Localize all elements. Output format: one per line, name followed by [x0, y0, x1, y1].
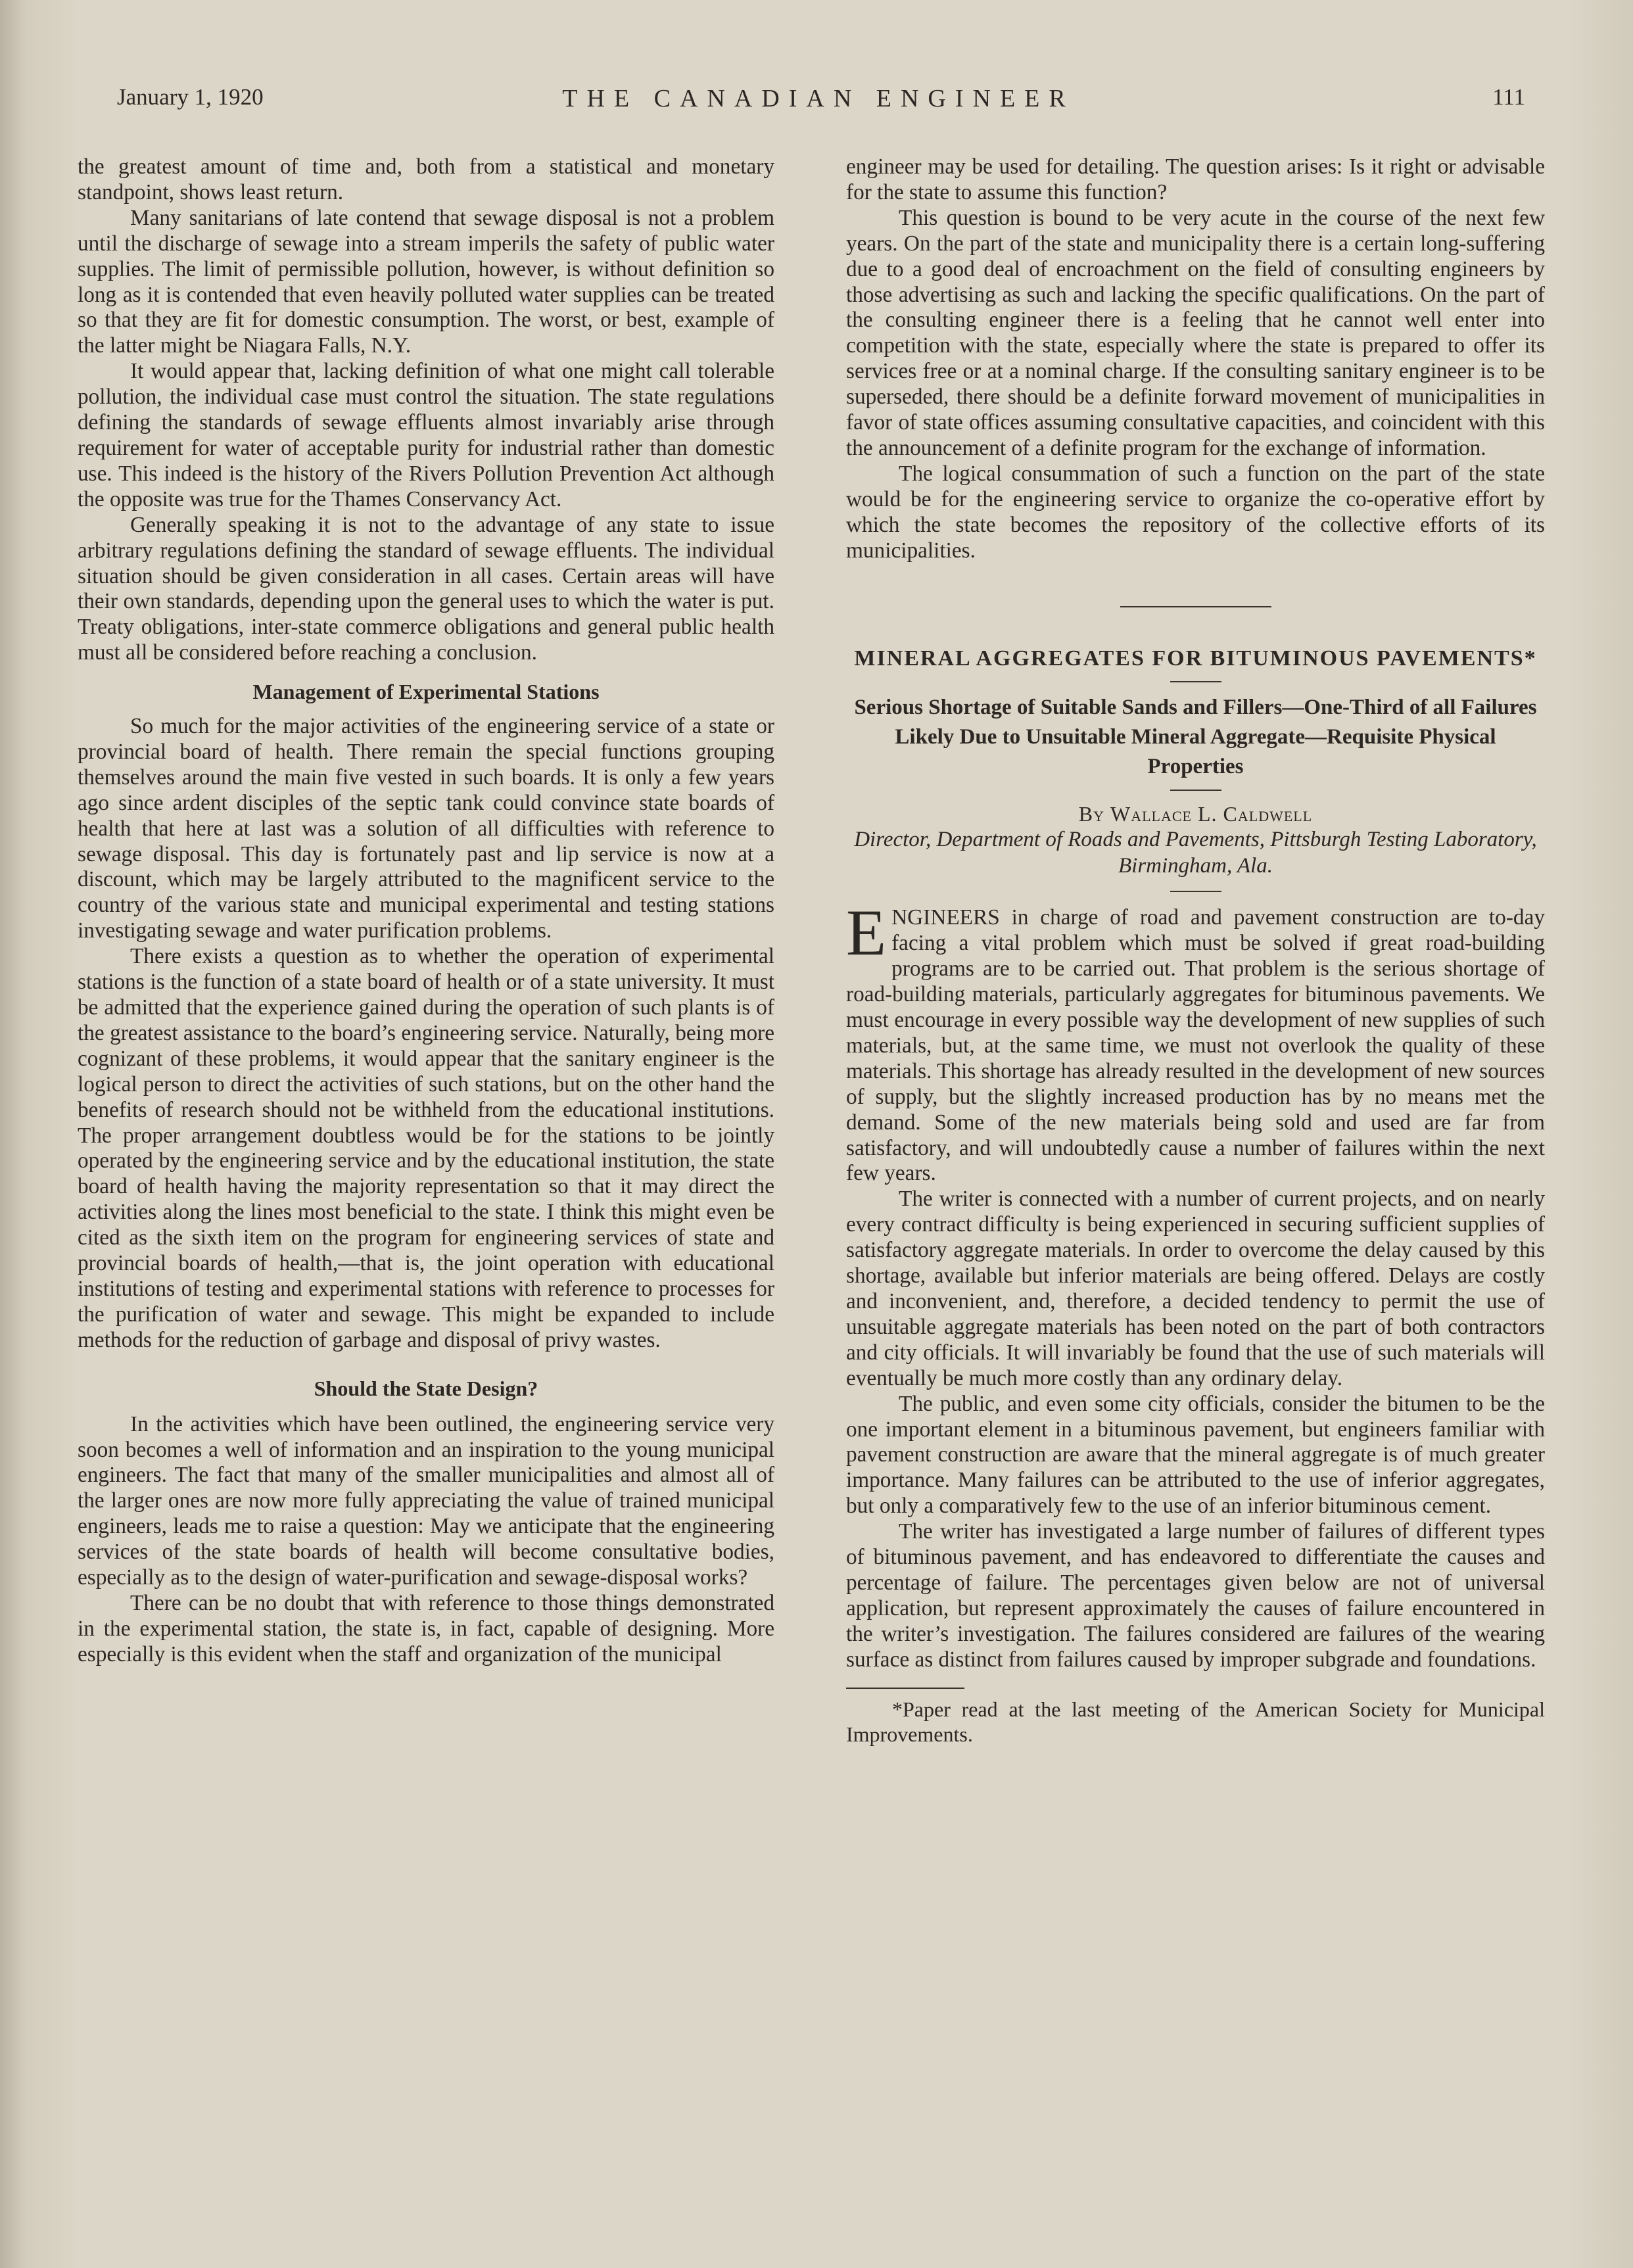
paragraph: This question is bound to be very acute in the course of the next few years. On the part of the state and municipality there is a certain long-suffering due to a good deal of encroachment on the field of consulting engineers by those advertising as such and lacking the specific qualifications. On the part of the consulting engineer there is a feeling that he cannot well enter into competition with the state, especially where the state is prepared to offer its services free or at a nominal charge. If the consulting sanitary engineer is to be superseded, there should be a definite forward movement of municipalities in favor of state offices assuming consultative capacities, and coincident with this the announcement of a definite program for the exchange of information.	[846, 205, 1545, 460]
paragraph: The writer is connected with a number of current projects, and on nearly every contract difficulty is being experienced in securing sufficient supplies of satisfactory aggregate materials. In order to overcome the delay caused by this shortage, available but inferior materials are being offered. Delays are costly and inconvenient, and, therefore, a decided tendency to permit the use of unsuitable aggregate materials has been noted on the part of both contractors and city officials. It will invariably be found that the use of such materials will eventually be much more costly than any ordinary delay.	[846, 1187, 1545, 1390]
paragraph: The logical consummation of such a function on the part of the state would be for the engineering service to organize the co-operative effort by which the state becomes the repository of the collective efforts of its municipalities.	[846, 461, 1545, 563]
left-column	[78, 154, 774, 1668]
author-name: Wallace L. Caldwell	[1110, 801, 1313, 826]
paragraph: Many sanitarians of late contend that sewage disposal is not a problem until the discharge of sewage into a stream imperils the safety of public water supplies. The limit of permissible pollution, however, is without definition so long as it is contended that even heavily polluted water supplies can be treated so that they are fit for domestic consumption. The worst, or best, example of the latter might be Niagara Falls, N.Y.	[78, 205, 774, 358]
article-subtitle: Serious Shortage of Suitable Sands and Fillers—One-Third of all Failures Likely Due to Unsuitable Mineral Aggregate—Requisite Physical Properties	[854, 695, 1537, 778]
lead-word: NGINEERS	[891, 905, 1000, 930]
right-column	[846, 154, 1545, 1747]
byline	[846, 801, 1545, 827]
paragraph: Generally speaking it is not to the advantage of any state to issue arbitrary regulations defining the standard of sewage effluents. The individual situation should be given consideration in all cases. Certain areas will have their own standards, depending upon the general uses to which the water is put. Treaty obligations, inter-state commerce obligations and general public health must all be considered before reaching a conclusion.	[78, 512, 774, 665]
drop-cap: E	[846, 896, 887, 970]
paragraph: So much for the major activities of the engineering service of a state or provincial board of health. There remain the special functions grouping themselves around the main five vested in such boards. It is only a few years ago since ardent disciples of the septic tank could convince state boards of health that here at last was a solution of all difficulties with reference to sewage disposal. This day is fortunately past and lip service is now at a discount, which may be largely attributed to the magnificent service to the country of the various state and municipal experimental and testing stations investigating sewage and water purification problems.	[78, 714, 774, 943]
paragraph: The writer has investigated a large number of failures of different types of bituminous pavement, and has endeavored to differentiate the causes and percentage of failure. The percentages given below are not of universal application, but represent approximately the causes of failure encountered in the writer’s investigation. The failures considered are failures of the wearing surface as distinct from failures caused by improper subgrade and foundations.	[846, 1519, 1545, 1672]
paragraph: There can be no doubt that with reference to those things demonstrated in the experimental station, the state is, in fact, capable of designing. More especially is this evident when the staff and organization of the municipal	[78, 1590, 774, 1666]
page-number: 111	[1492, 84, 1525, 110]
article-title: MINERAL AGGREGATES FOR BITUMINOUS PAVEMENTS*	[854, 646, 1537, 671]
paragraph: The public, and even some city officials, consider the bitumen to be the one important element in a bituminous pavement, but engineers familiar with pavement construction are aware that the mineral aggregate is of much greater importance. Many failures can be attributed to the use of inferior aggregates, but only a comparatively few to the use of an inferior bituminous cement.	[846, 1391, 1545, 1519]
lead-paragraph	[846, 896, 1545, 1187]
byline-prefix: By	[1078, 801, 1105, 826]
paragraph: There exists a question as to whether the operation of experimental stations is the function of a state board of health or of a state university. It must be admitted that the experience gained during the operation of such plants is of the greatest assistance to the board’s engineering service. Naturally, being more cognizant of these problems, it would appear that the sanitary engineer is the logical person to direct the activities of such stations, but on the other hand the benefits of research should not be withheld from the educational institutions. The proper arrangement doubtless would be for the stations to be jointly operated by the engineering service and by the educational institution, the state board of health having the majority representation so that it may direct the activities along the lines most beneficial to the state. I think this might even be cited as the sixth item on the program for engineering services of state and provincial boards of health,—that is, the joint operation with educational institutions of testing and experimental stations with reference to processes for the purification of water and sewage. This might be expanded to include methods for the reduction of garbage and disposal of privy wastes.	[78, 944, 774, 1352]
publication-title: THE CANADIAN ENGINEER	[562, 85, 1075, 112]
lead-paragraph-text: in charge of road and pavement construction are to-day facing a vital problem which must be solved if great road-building programs are to be carried out. That problem is the serious shortage of road-building materials, particularly aggregates for bituminous pavements. We must encourage in every possible way the development of new supplies of such materials, but, at the same time, we must not overlook the quality of these materials. This shortage has already resulted in the development of new sources of supply, but the slightly increased production has by no means met the demand. Some of the new materials being sold and used are far from satisfactory, and will undoubtedly cause a number of failures within the next few years.	[846, 905, 1545, 1186]
title-rule	[1170, 681, 1221, 682]
footnote	[846, 1697, 1545, 1747]
section-heading: Management of Experimental Stations	[252, 680, 600, 704]
subtitle-rule	[1170, 790, 1221, 791]
paragraph: In the activities which have been outlined, the engineering service very soon becomes a well of information and an inspiration to the young municipal engineers. The fact that many of the smaller municipalities and almost all of the larger ones are now more fully appreciating the value of trained municipal engineers, leads me to raise a question: May we anticipate that the engineering services of the state boards of health will become consultative bodies, especially as to the design of water-purification and sewage-disposal works?	[78, 1411, 774, 1590]
issue-date: January 1, 1920	[117, 84, 264, 110]
paragraph: It would appear that, lacking definition of what one might call tolerable pollution, the individual case must control the situation. The state regulations defining the standards of sewage effluents almost invariably arise through requirement for water of acceptable purity for industrial rather than domestic use. This indeed is the history of the Rivers Pollution Prevention Act although the opposite was true for the Thames Conservancy Act.	[78, 359, 774, 511]
paragraph: the greatest amount of time and, both from a statistical and monetary standpoint, shows least return.	[78, 154, 774, 204]
paragraph: engineer may be used for detailing. The question arises: Is it right or advisable for the state to assume this function?	[846, 154, 1545, 204]
footnote-text: *Paper read at the last meeting of the American Society for Municipal Improvements.	[846, 1697, 1545, 1746]
author-affiliation: Director, Department of Roads and Pavements, Pittsburgh Testing Laboratory, Birmingham, Ala.	[854, 828, 1537, 878]
running-head	[112, 84, 1525, 117]
section-heading: Should the State Design?	[314, 1376, 538, 1400]
footnote-rule	[846, 1688, 964, 1689]
section-divider	[1120, 606, 1271, 607]
byline-rule	[1170, 891, 1221, 892]
